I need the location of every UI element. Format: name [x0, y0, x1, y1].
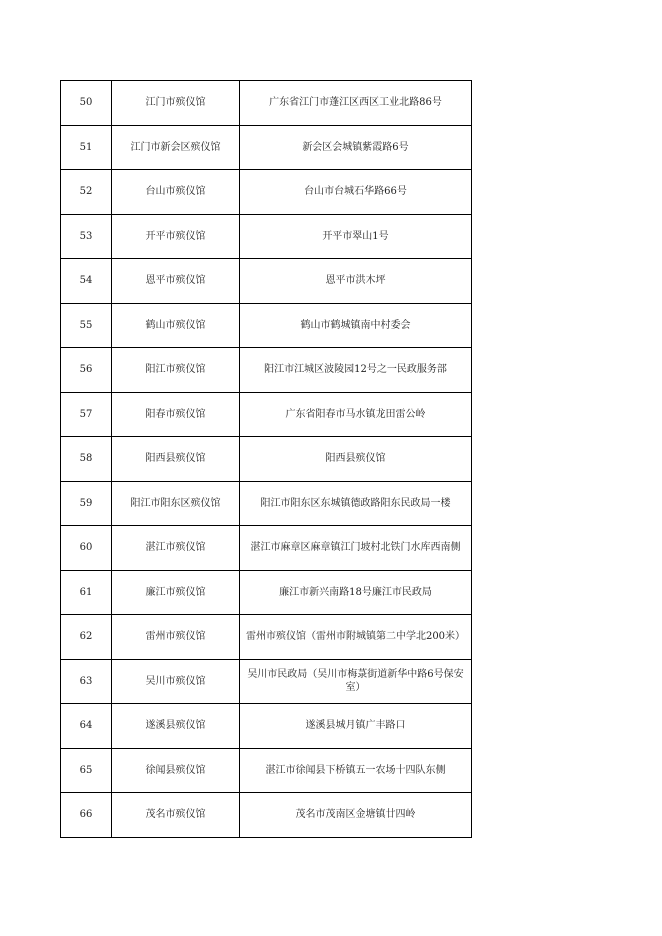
- address-cell: 湛江市麻章区麻章镇江门坡村北铁门水库西南侧: [240, 526, 472, 571]
- table-row: [61, 659, 472, 704]
- table-row: [61, 303, 472, 348]
- table-body: [61, 81, 472, 838]
- table-row: [61, 81, 472, 126]
- row-number-cell: 53: [61, 214, 112, 259]
- row-number-cell: 64: [61, 704, 112, 749]
- funeral-home-name-cell: 阳西县殡仪馆: [112, 437, 240, 482]
- row-number-cell: 66: [61, 793, 112, 838]
- table-row: [61, 125, 472, 170]
- funeral-home-name-cell: 江门市殡仪馆: [112, 81, 240, 126]
- funeral-home-name-cell: 恩平市殡仪馆: [112, 259, 240, 304]
- table-row: [61, 214, 472, 259]
- row-number-cell: 55: [61, 303, 112, 348]
- funeral-home-name-cell: 廉江市殡仪馆: [112, 570, 240, 615]
- address-cell: 恩平市洪木坪: [240, 259, 472, 304]
- address-cell: 阳江市江城区波陵园12号之一民政服务部: [240, 348, 472, 393]
- table-row: [61, 793, 472, 838]
- row-number-cell: 58: [61, 437, 112, 482]
- row-number-cell: 50: [61, 81, 112, 126]
- address-cell: 开平市翠山1号: [240, 214, 472, 259]
- funeral-home-name-cell: 阳江市阳东区殡仪馆: [112, 481, 240, 526]
- address-cell: 鹤山市鹤城镇南中村委会: [240, 303, 472, 348]
- address-cell: 广东省阳春市马水镇龙田雷公岭: [240, 392, 472, 437]
- address-cell: 茂名市茂南区金塘镇廿四岭: [240, 793, 472, 838]
- address-cell: 遂溪县城月镇广丰路口: [240, 704, 472, 749]
- funeral-home-name-cell: 台山市殡仪馆: [112, 170, 240, 215]
- funeral-home-name-cell: 湛江市殡仪馆: [112, 526, 240, 571]
- row-number-cell: 63: [61, 659, 112, 704]
- funeral-home-name-cell: 吴川市殡仪馆: [112, 659, 240, 704]
- funeral-home-name-cell: 徐闻县殡仪馆: [112, 748, 240, 793]
- funeral-home-table: [60, 80, 472, 838]
- address-cell: 雷州市殡仪馆（雷州市附城镇第二中学北200米）: [240, 615, 472, 660]
- funeral-home-name-cell: 遂溪县殡仪馆: [112, 704, 240, 749]
- table-row: [61, 259, 472, 304]
- row-number-cell: 57: [61, 392, 112, 437]
- table-row: [61, 392, 472, 437]
- row-number-cell: 51: [61, 125, 112, 170]
- row-number-cell: 52: [61, 170, 112, 215]
- funeral-home-name-cell: 阳春市殡仪馆: [112, 392, 240, 437]
- row-number-cell: 56: [61, 348, 112, 393]
- row-number-cell: 65: [61, 748, 112, 793]
- address-cell: 新会区会城镇紫霞路6号: [240, 125, 472, 170]
- row-number-cell: 61: [61, 570, 112, 615]
- table-row: [61, 526, 472, 571]
- table-row: [61, 170, 472, 215]
- table-row: [61, 481, 472, 526]
- address-cell: 阳江市阳东区东城镇德政路阳东民政局一楼: [240, 481, 472, 526]
- funeral-home-name-cell: 茂名市殡仪馆: [112, 793, 240, 838]
- funeral-home-name-cell: 开平市殡仪馆: [112, 214, 240, 259]
- row-number-cell: 59: [61, 481, 112, 526]
- table-row: [61, 570, 472, 615]
- table-row: [61, 615, 472, 660]
- funeral-home-name-cell: 鹤山市殡仪馆: [112, 303, 240, 348]
- table-row: [61, 748, 472, 793]
- table-row: [61, 704, 472, 749]
- address-cell: 吴川市民政局（吴川市梅菉街道新华中路6号保安室）: [240, 659, 472, 704]
- address-cell: 台山市台城石华路66号: [240, 170, 472, 215]
- table-row: [61, 348, 472, 393]
- funeral-home-name-cell: 阳江市殡仪馆: [112, 348, 240, 393]
- funeral-home-name-cell: 江门市新会区殡仪馆: [112, 125, 240, 170]
- row-number-cell: 60: [61, 526, 112, 571]
- funeral-home-name-cell: 雷州市殡仪馆: [112, 615, 240, 660]
- address-cell: 湛江市徐闻县下桥镇五一农场十四队东侧: [240, 748, 472, 793]
- row-number-cell: 62: [61, 615, 112, 660]
- address-cell: 廉江市新兴南路18号廉江市民政局: [240, 570, 472, 615]
- row-number-cell: 54: [61, 259, 112, 304]
- table-row: [61, 437, 472, 482]
- address-cell: 广东省江门市蓬江区西区工业北路86号: [240, 81, 472, 126]
- spreadsheet-page: [60, 80, 471, 838]
- address-cell: 阳西县殡仪馆: [240, 437, 472, 482]
